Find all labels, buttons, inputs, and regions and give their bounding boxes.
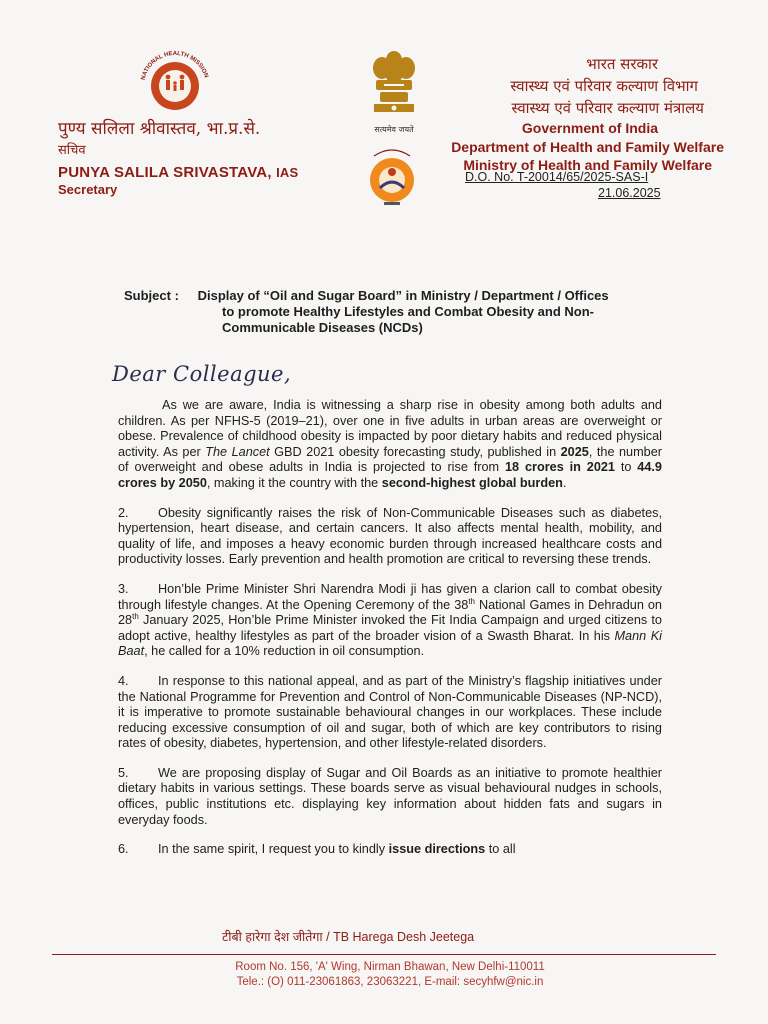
letter-date: 21.06.2025 (598, 186, 661, 200)
p5-text: We are proposing display of Sugar and Oil Boards as an initiative to promote healthier dietary habits in various settings. These boards serve as visual behavioural nudges in schools, offices, public institutions etc. displaying key information about hidden fats and sugars in everyday foods. (118, 765, 662, 827)
salutation: Dear Colleague, (112, 362, 292, 386)
p6-text-b: to all (485, 842, 516, 857)
paragraph-4 (118, 674, 662, 752)
dept-hindi-line-1: भारत सरकार (586, 55, 658, 73)
contact-line: Tele.: (O) 011-23061863, 23063221, E-mail: secyhfw@nic.in (236, 976, 544, 988)
dept-hindi-line-3: स्वास्थ्य एवं परिवार कल्याण मंत्रालय (511, 99, 704, 117)
p4-number: 4. (118, 673, 129, 688)
paragraph-1 (118, 398, 662, 492)
p6-text-a: In the same spirit, I request you to kindly (158, 842, 389, 857)
signatory-designation: Secretary (58, 182, 118, 197)
p3-sup-1: th (468, 596, 475, 606)
footer-divider (52, 954, 716, 955)
p1-text-a: As we are aware, India is witnessing a sharp rise in obesity among both adults and children. As per NFHS-5 (2019–21), over one in five adults in urban areas are overweight or obese. Prevalence of childhood obesity is impacted by poor dietary habits and reduced physical activity. As per (118, 398, 662, 459)
p4-text: In response to this national appeal, and as part of the Ministry’s flagship initiatives under the National Programme for Prevention and Control of Non-Communicable Diseases (NP-NCD), it is imperative to promote sustainable behavioural changes in our workplaces. These include reducing excessive consumption of oil and sugar, both of which are key contributors to rising rates of obesity, diabetes, hypertension, and other lifestyle-related disorders. (118, 673, 662, 751)
p1-journal: The Lancet (205, 444, 270, 459)
do-number: D.O. No. T-20014/65/2025-SAS-I (465, 170, 649, 184)
dept-english-line-3: Ministry of Health and Family Welfare (463, 157, 712, 173)
signatory-hindi-name: पुण्य सलिला श्रीवास्तव, भा.प्र.से. (58, 119, 261, 139)
subject-line-2: to promote Healthy Lifestyles and Combat Obesity and Non-Communicable Diseases (NCDs) (222, 304, 594, 335)
p3-text-b: National Games in Dehradun on 28 (118, 597, 662, 628)
address-line: Room No. 156, 'A' Wing, Nirman Bhawan, New Delhi-110011 (235, 961, 545, 973)
p3-number: 3. (118, 581, 129, 596)
p3-text-a: Hon’ble Prime Minister Shri Narendra Modi ji has given a clarion call to combat obesity through lifestyle changes. At the Opening Ceremony of the 38 (118, 581, 662, 612)
svg-text:NATIONAL HEALTH MISSION: NATIONAL HEALTH MISSION (140, 50, 209, 81)
p1-burden: second-highest global burden (381, 475, 563, 490)
p6-number: 6. (118, 842, 129, 857)
p3-text-c: January 2025, Hon’ble Prime Minister invoked the Fit India Campaign and urged citizens to adopt active, healthy lifestyles as part of the broader vision of a Swasth Bharat. In his (118, 613, 662, 643)
p1-text-f: . (562, 475, 567, 490)
subject-line-1: Display of “Oil and Sugar Board” in Ministry / Department / Offices (197, 288, 609, 303)
p1-figure-2021: 18 crores in 2021 (505, 460, 615, 475)
paragraph-6 (118, 842, 662, 858)
signatory-suffix: IAS (276, 165, 299, 180)
p6-emphasis: issue directions (388, 842, 486, 857)
p5-number: 5. (118, 765, 129, 780)
footer-slogan: टीबी हारेगा देश जीतेगा / TB Harega Desh Jeetega (222, 930, 475, 944)
subject-label: Subject : (124, 288, 179, 303)
p1-text-c: , the number of overweight and obese adults in India is projected to rise from (118, 444, 663, 475)
footer-address (190, 960, 590, 990)
p1-year: 2025 (560, 444, 589, 459)
national-health-mission-logo (134, 46, 216, 112)
p2-text: Obesity significantly raises the risk of Non-Communicable Diseases such as diabetes, hypertension, heart disease, and certain cancers. It also affects mental health, mobility, and quality of life, and imposes a heavy economic burden through increased healthcare costs and productivity losses. Early prevention and health promotion are critical to reversing these trends. (118, 505, 662, 567)
dept-english-line-1: Government of India (521, 120, 658, 136)
paragraph-3 (118, 582, 662, 660)
paragraph-2 (118, 506, 662, 568)
p3-program-name: Mann Ki Baat (118, 628, 662, 659)
p1-text-b: GBD 2021 obesity forecasting study, published in (269, 444, 561, 459)
signatory-name-text: PUNYA SALILA SRIVASTAVA, (58, 164, 272, 181)
national-emblem-icon (364, 46, 424, 140)
dept-english-line-2: Department of Health and Family Welfare (451, 139, 724, 155)
p3-text-d: , he called for a 10% reduction in oil consumption. (144, 644, 425, 659)
health-campaign-logo (362, 146, 422, 208)
p1-figure-2050: 44.9 crores by 2050 (118, 460, 662, 490)
p3-sup-2: th (132, 611, 139, 621)
p1-text-e: , making it the country with the (206, 475, 382, 490)
signatory-hindi-title: सचिव (58, 143, 86, 158)
paragraph-5 (118, 766, 662, 828)
p1-text-d: to (614, 460, 638, 475)
dept-hindi-line-2: स्वास्थ्य एवं परिवार कल्याण विभाग (510, 77, 698, 95)
letter-body (118, 398, 662, 872)
p2-number: 2. (118, 505, 129, 520)
signatory-name (58, 164, 298, 181)
subject-block (124, 288, 684, 336)
svg-text:सत्यमेव जयते: सत्यमेव जयते (374, 125, 414, 134)
